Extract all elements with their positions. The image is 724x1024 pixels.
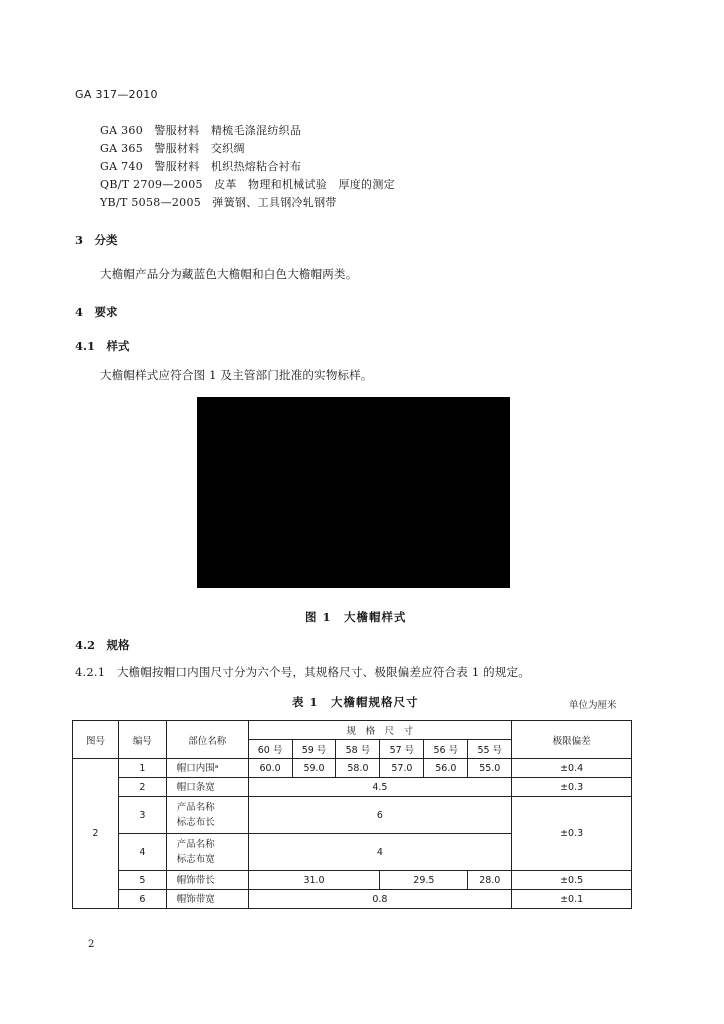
page-number: 2 bbox=[88, 939, 95, 950]
tolerance-cell: ±0.3 bbox=[512, 778, 632, 797]
value-cell: 57.0 bbox=[380, 759, 424, 778]
ref-title: 弹簧钢、工具钢冷轧钢带 bbox=[212, 196, 337, 209]
ref-title: 警服材料 精梳毛涤混纺织品 bbox=[154, 124, 302, 137]
table-unit: 单位为厘米 bbox=[569, 700, 617, 711]
part-name-cell bbox=[166, 797, 248, 834]
part-name-cell bbox=[166, 834, 248, 871]
value-cell: 4 bbox=[248, 834, 512, 871]
ref-code: YB/T 5058—2005 bbox=[100, 196, 202, 209]
tolerance-cell: ±0.3 bbox=[512, 797, 632, 871]
part-name-line: 产品名称 bbox=[176, 802, 215, 813]
value-cell: 29.5 bbox=[380, 871, 468, 890]
size-header: 56 号 bbox=[424, 740, 468, 759]
ref-code: GA 360 bbox=[100, 124, 144, 137]
value-cell: 31.0 bbox=[248, 871, 380, 890]
header-spec: 规 格 尺 寸 bbox=[248, 721, 512, 740]
ref-code: GA 740 bbox=[100, 160, 144, 173]
size-header: 60 号 bbox=[248, 740, 292, 759]
item-no-cell: 2 bbox=[118, 778, 166, 797]
header-tolerance: 极限偏差 bbox=[512, 721, 632, 759]
ref-item bbox=[100, 158, 301, 174]
tolerance-cell: ±0.5 bbox=[512, 871, 632, 890]
size-header: 57 号 bbox=[380, 740, 424, 759]
table-row bbox=[73, 797, 632, 834]
item-no-cell: 3 bbox=[118, 797, 166, 834]
size-header: 59 号 bbox=[292, 740, 336, 759]
table-row bbox=[73, 759, 632, 778]
value-cell: 0.8 bbox=[248, 890, 512, 909]
ref-item bbox=[100, 122, 301, 138]
table-header-row bbox=[73, 721, 632, 740]
figure-caption: 图 1 大檐帽样式 bbox=[305, 610, 407, 624]
value-cell: 4.5 bbox=[248, 778, 512, 797]
ref-code: GA 365 bbox=[100, 142, 144, 155]
value-cell: 56.0 bbox=[424, 759, 468, 778]
section-4-heading: 4 要求 bbox=[75, 305, 118, 319]
value-cell: 28.0 bbox=[468, 871, 512, 890]
size-header: 55 号 bbox=[468, 740, 512, 759]
header-part-name: 部位名称 bbox=[166, 721, 248, 759]
ref-item bbox=[100, 140, 245, 156]
item-no-cell: 5 bbox=[118, 871, 166, 890]
table-row bbox=[73, 778, 632, 797]
part-name-cell: 帽口内围ᵃ bbox=[166, 759, 248, 778]
header-figure-no: 图号 bbox=[73, 721, 119, 759]
table-row bbox=[73, 890, 632, 909]
value-cell: 55.0 bbox=[468, 759, 512, 778]
figure-1-image bbox=[197, 397, 510, 588]
value-cell: 6 bbox=[248, 797, 512, 834]
section-3-text: 大檐帽产品分为藏蓝色大檐帽和白色大檐帽两类。 bbox=[100, 267, 358, 281]
part-name-line: 标志布长 bbox=[176, 817, 215, 828]
value-cell: 59.0 bbox=[292, 759, 336, 778]
section-4-1-text: 大檐帽样式应符合图 1 及主管部门批准的实物标样。 bbox=[100, 368, 373, 382]
section-4-1-heading: 4.1 样式 bbox=[75, 339, 130, 353]
tolerance-cell: ±0.1 bbox=[512, 890, 632, 909]
section-4-2-1-text: 4.2.1 大檐帽按帽口内围尺寸分为六个号，其规格尺寸、极限偏差应符合表 1 的规定。 bbox=[75, 665, 530, 679]
ref-title: 皮革 物理和机械试验 厚度的测定 bbox=[214, 178, 395, 191]
ref-title: 警服材料 机织热熔粘合衬布 bbox=[154, 160, 302, 173]
part-name-cell: 帽口条宽 bbox=[166, 778, 248, 797]
figure-no-cell: 2 bbox=[73, 759, 119, 909]
item-no-cell: 6 bbox=[118, 890, 166, 909]
table-title: 表 1 大檐帽规格尺寸 bbox=[292, 695, 419, 709]
table-row bbox=[73, 871, 632, 890]
item-no-cell: 1 bbox=[118, 759, 166, 778]
size-header: 58 号 bbox=[336, 740, 380, 759]
part-name-line: 产品名称 bbox=[176, 839, 215, 850]
section-4-2-heading: 4.2 规格 bbox=[75, 638, 130, 652]
ref-item bbox=[100, 194, 337, 210]
ref-code: QB/T 2709—2005 bbox=[100, 178, 203, 191]
tolerance-cell: ±0.4 bbox=[512, 759, 632, 778]
item-no-cell: 4 bbox=[118, 834, 166, 871]
ref-title: 警服材料 交织绸 bbox=[154, 142, 245, 155]
standard-number: GA 317—2010 bbox=[75, 88, 158, 101]
ref-item bbox=[100, 176, 395, 192]
value-cell: 60.0 bbox=[248, 759, 292, 778]
part-name-cell: 帽饰带长 bbox=[166, 871, 248, 890]
part-name-cell: 帽饰带宽 bbox=[166, 890, 248, 909]
value-cell: 58.0 bbox=[336, 759, 380, 778]
section-3-heading: 3 分类 bbox=[75, 233, 118, 247]
header-item-no: 编号 bbox=[118, 721, 166, 759]
part-name-line: 标志布宽 bbox=[176, 854, 215, 865]
spec-table bbox=[72, 720, 632, 909]
